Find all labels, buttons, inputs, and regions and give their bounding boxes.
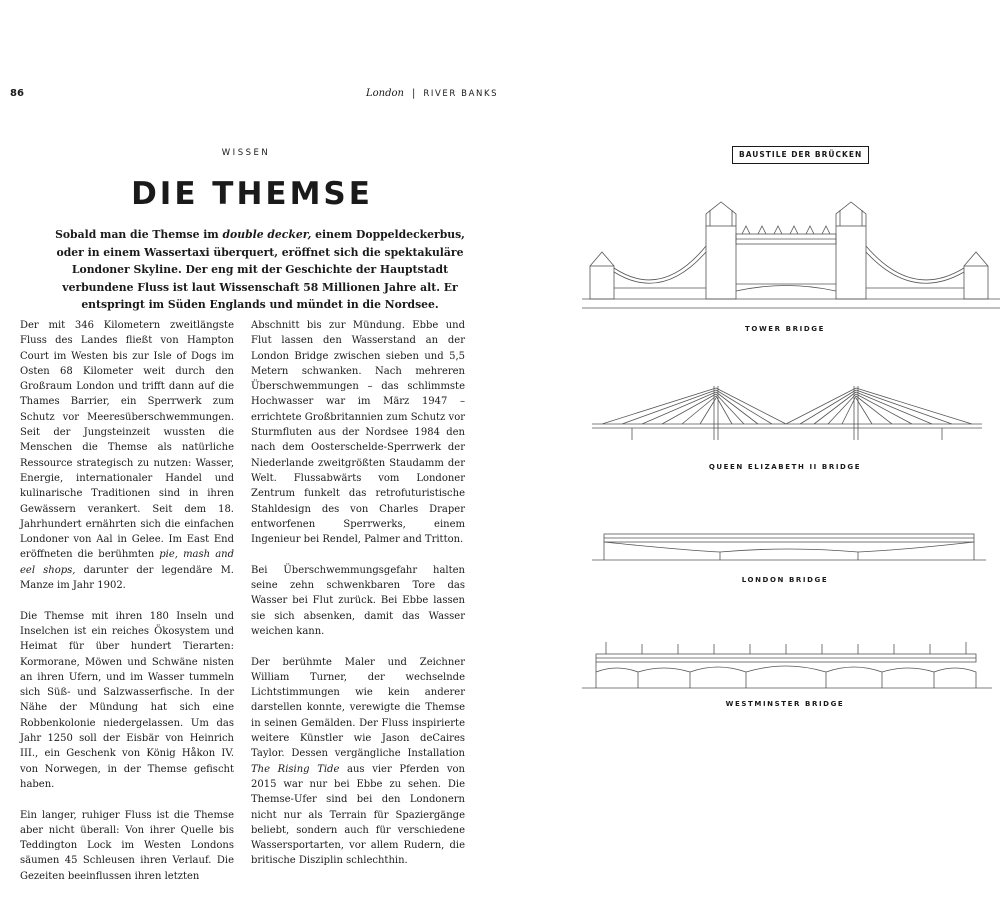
header-separator: | (411, 88, 416, 99)
body-paragraph: Ein langer, ruhiger Fluss ist die Themse aber nicht überall: Von ihrer Quelle bis Teddington Lock im Westen Londons säumen 45 Schleusen ihren Verlauf. Die Gezeiten beeinflussen ihren letzten (20, 809, 234, 882)
westminster-bridge-illustration (582, 640, 1000, 692)
body-text: Der mit 346 Kilometern zweitlängste Fluss des Landes fließt von Hampton Court im Westen bis zur Isle of Dogs im Osten 68 Kilometer weit durch den Großraum London und trifft dann auf die Thames Barrier, ein Sperrwerk zum Schutz vor Meeresüberschwemmungen. Seit der Jungsteinzeit wussten die Menschen die Themse als natürliche Ressource strategisch zu nutzen: Wasser, Energie, internationaler Handel und kulinarische Traditionen sind in ihren Gewässern verankert. Seit dem 18. Jahrhundert ernährten sich die einfachen Londoner von Aal in Gelee. Im East End eröffneten die berühmten (20, 320, 234, 561)
text-column-1 (20, 318, 234, 899)
article-title: DIE THEMSE (131, 176, 373, 212)
queen-elizabeth-ii-bridge-illustration (582, 380, 1000, 442)
body-text: Der berühmte Maler und Zeichner William Turner, der wechselnde Lichtstimmungen wie kein anderer darstellen konnte, verewigte die Themse in seinen Gemälden. Der Fluss inspirierte weitere Künstler wie Jason deCaires Taylor. Dessen vergängliche Installation (251, 656, 465, 760)
lead-text-1: Sobald man die Themse im (55, 228, 223, 241)
body-emphasis: The Rising Tide (251, 763, 340, 775)
tower-bridge-illustration (582, 196, 1000, 314)
body-text: darunter der legendäre M. Manze im Jahr 1902. (20, 564, 234, 592)
body-emphasis: pie, mash and eel shops, (20, 549, 235, 576)
body-paragraph: Die Themse mit ihren 180 Inseln und Inselchen ist ein reiches Ökosystem und Heimat für über hundert Tierarten: Kormorane, Möwen und Schwäne nisten an ihren Ufern, und im Wasser tummeln sich Süß- und Salzwasserfische. In der Nähe der Mündung hat sich eine Robbenkolonie niedergelassen. Um das Jahr 1250 soll der Eisbär von Heinrich III., ein Geschenk von König Håkon IV. von Norwegen, in der Themse gefischt haben. (20, 610, 234, 790)
header-section: RIVER BANKS (423, 89, 499, 99)
running-header (366, 88, 498, 99)
lead-emphasis: double decker, (222, 228, 312, 241)
body-paragraph (20, 318, 234, 593)
header-city: London (366, 88, 404, 99)
bridge-label-tower: TOWER BRIDGE (745, 325, 825, 333)
body-text: aus vier Pferden von 2015 war nur bei Ebbe zu sehen. Die Themse-Ufer sind bei den Londonern nicht nur als Terrain für Spaziergänge beliebt, sondern auch für verschiedene Wassersportarten, vor allem Rudern, die britische Disziplin schlechthin. (251, 763, 465, 867)
bridge-label-london: LONDON BRIDGE (741, 576, 829, 584)
body-paragraph (251, 655, 465, 869)
body-paragraph: Abschnitt bis zur Mündung. Ebbe und Flut lassen den Wasserstand an der London Bridge zwischen sieben und 5,5 Metern schwanken. Nach mehreren Überschwemmungen – das schlimmste Hochwasser war im März 1947 – errichtete Großbritannien zum Schutz vor Sturmfluten aus der Nordsee 1984 den nach dem Oosterschelde-Sperrwerk der Niederlande zweitgrößten Staudamm der Welt. Flussabwärts vom Londoner Zentrum funkelt das retrofuturistische Stahldesign des von Charles Draper entworfenen Sperrwerks, einem Ingenieur bei Rendel, Palmer and Tritton. (251, 320, 465, 546)
text-column-2 (251, 318, 465, 884)
lead-text-2: einem Doppeldeckerbus, oder in einem Wassertaxi überquert, eröffnet sich die spektakuläre Londoner Skyline. Der eng mit der Geschichte der Hauptstadt verbundene Fluss ist laut Wissenschaft 58 Millionen Jahre alt. Er entspringt im Süden Englands und mündet in die Nordsee. (56, 228, 465, 312)
bridge-label-westminster: WESTMINSTER BRIDGE (725, 700, 845, 708)
london-bridge-illustration (582, 530, 1000, 564)
lead-paragraph (40, 226, 480, 314)
section-kicker: WISSEN (221, 148, 271, 158)
body-paragraph: Bei Überschwemmungsgefahr halten seine zehn schwenkbaren Tore das Wasser bei Flut zurück. Bei Ebbe lassen sie sich absenken, damit das Wasser weichen kann. (251, 564, 465, 637)
page-number: 86 (10, 88, 24, 99)
bridge-styles-badge: BAUSTILE DER BRÜCKEN (732, 146, 869, 164)
bridge-label-queen-elizabeth: QUEEN ELIZABETH II BRIDGE (708, 463, 862, 471)
